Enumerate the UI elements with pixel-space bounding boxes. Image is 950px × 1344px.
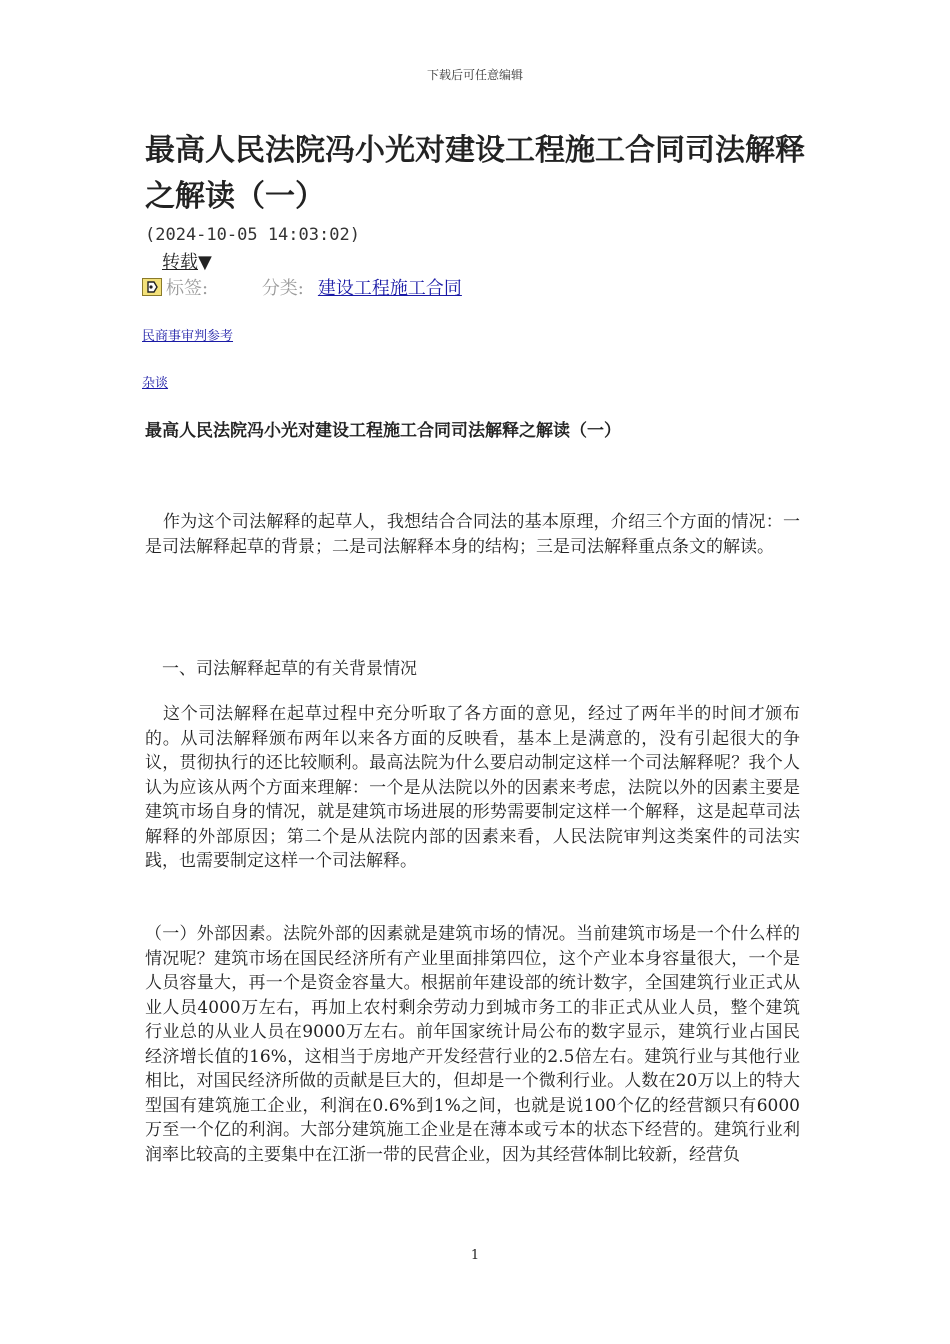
article-subtitle: 最高人民法院冯小光对建设工程施工合同司法解释之解读（一） [145,421,621,441]
category-link[interactable]: 建设工程施工合同 [317,278,462,299]
tags-label: 标签: [166,278,209,299]
article-title: 最高人民法院冯小光对建设工程施工合同司法解释之解读（一） [145,133,805,214]
intro-paragraph: 作为这个司法解释的起草人，我想结合合同法的基本原理，介绍三个方面的情况：一是司法解释起草的背景；二是司法解释本身的结构；三是司法解释重点条文的解读。 [145,512,800,557]
external-factors-paragraph: （一）外部因素。法院外部的因素就是建筑市场的情况。当前建筑市场是一个什么样的情况呢？建筑市场在国民经济所有产业里面排第四位，这个产业本身容量很大，一个是人员容量大，再一个是资金容量大。根据前年建设部的统计数字，全国建筑行业正式从业人员4000万左右，再加上农村剩余劳动力到城市务工的非正式从业人员，整个建筑行业总的从业人员在9000万左右。前年国家统计局公布的数字显示，建筑行业占国民经济增长值的16%，这相当于房地产开发经营行业的2.5倍左右。建筑行业与其他行业相比，对国民经济所做的贡献是巨大的，但却是一个微利行业。人数在20万以上的特大型国有建筑施工企业，利润在0.6%到1%之间，也就是说100个亿的经营额只有6000万至一个亿的利润。大部分建筑施工企业是在薄本或亏本的状态下经营的。建筑行业利润率比较高的主要集中在江浙一带的民营企业，因为其经营体制比较新，经营负 [145,924,800,1165]
section-heading: 一、司法解释起草的有关背景情况 [162,659,417,679]
page-header-note: 下载后可任意编辑 [426,68,523,82]
page-number: 1 [470,1248,480,1263]
tag-icon [142,278,162,296]
dropdown-arrow-icon: ▼ [198,252,212,273]
repost-button[interactable] [162,248,212,274]
misc-tag-link[interactable]: 杂谈 [142,376,169,391]
repost-label: 转载 [162,252,198,273]
background-paragraph: 这个司法解释在起草过程中充分听取了各方面的意见，经过了两年半的时间才颁布的。从司法解释颁布两年以来各方面的反映看，基本上是满意的，没有引起很大的争议，贯彻执行的还比较顺利。最高法院为什么要启动制定这样一个司法解释呢？我个人认为应该从两个方面来理解：一个是从法院以外的因素来考虑，法院以外的因素主要是建筑市场自身的情况，就是建筑市场进展的形势需要制定这样一个解释，这是起草司法解释的外部原因；第二个是从法院内部的因素来看，人民法院审判这类案件的司法实践，也需要制定这样一个司法解释。 [145,704,800,871]
blog-category-link[interactable]: 民商事审判参考 [142,329,234,344]
meta-row [142,274,462,298]
category-label: 分类: [261,278,304,299]
post-timestamp: (2024-10-05 14:03:02) [145,225,360,245]
